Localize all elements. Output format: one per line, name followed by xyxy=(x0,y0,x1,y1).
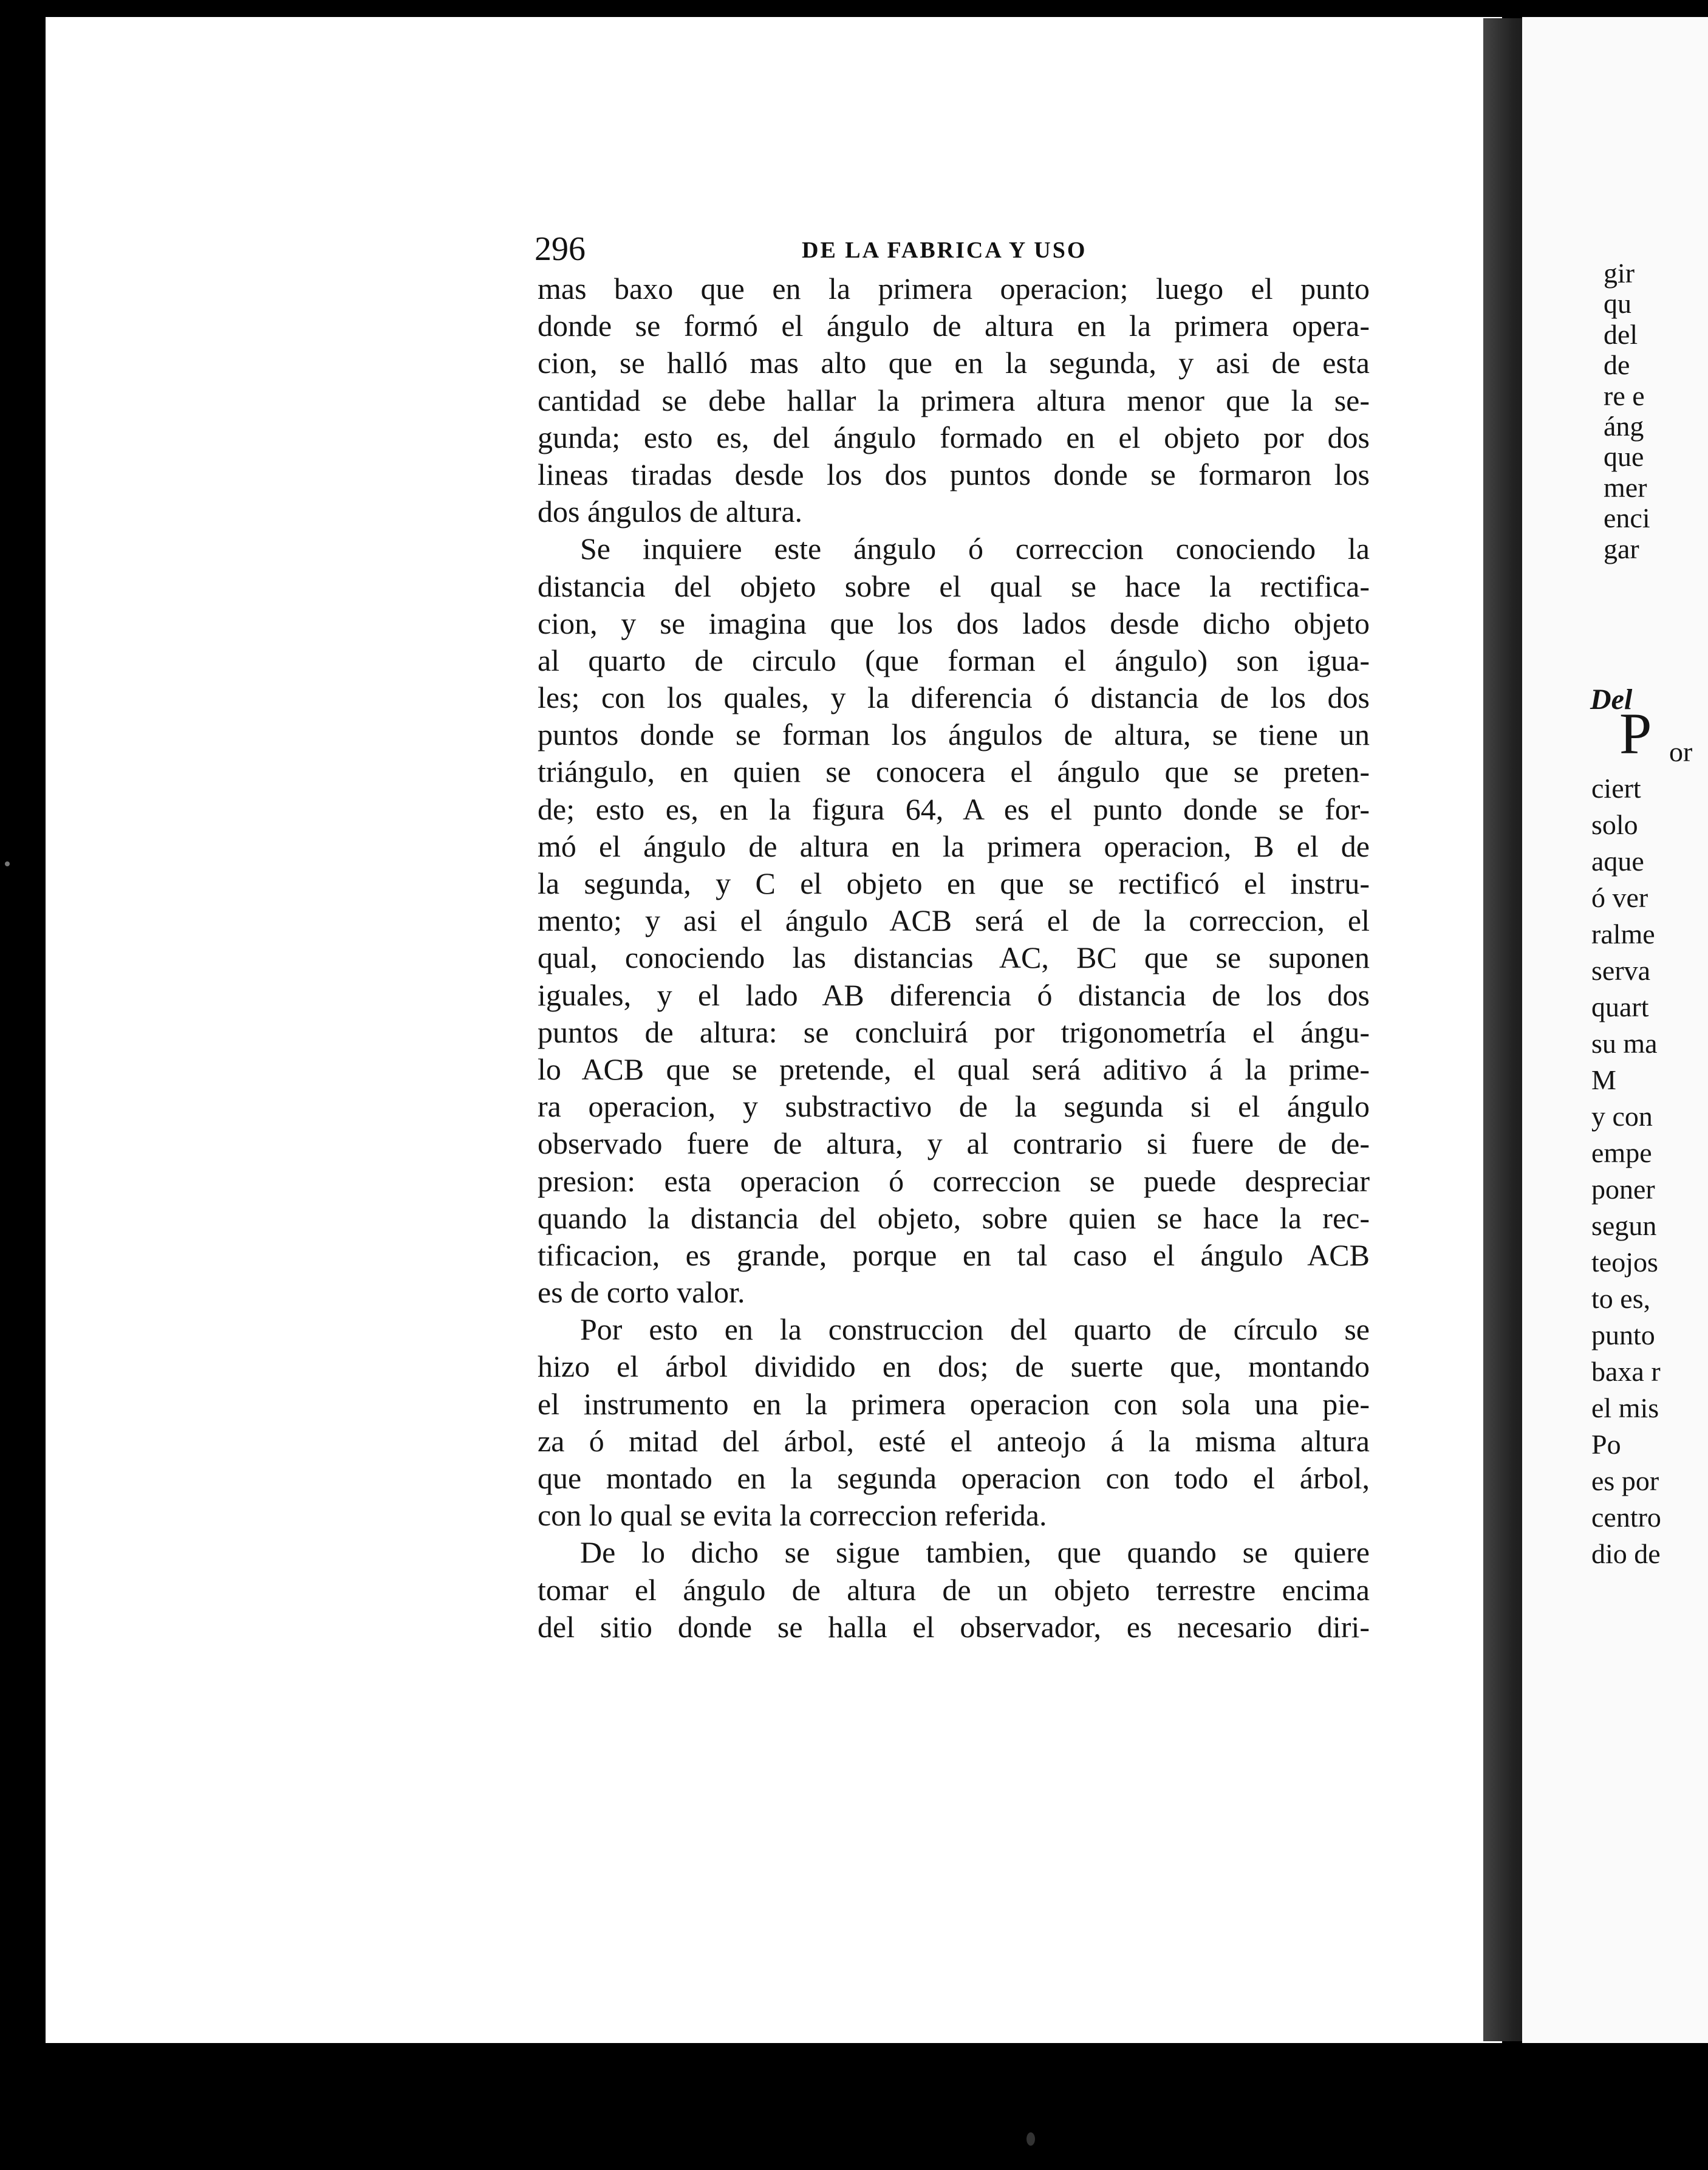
text-line: es de corto valor. xyxy=(538,1275,745,1310)
text-line: puntos de altura: se concluirá por trigonometría el ángu- xyxy=(538,1015,1370,1049)
body-text xyxy=(538,270,1370,1646)
text-line: tomar el ángulo de altura de un objeto terrestre encima xyxy=(538,1572,1370,1607)
text-line: de; esto es, en la figura 64, A es el punto donde se for- xyxy=(538,792,1370,826)
right-page-fragment: aque xyxy=(1591,846,1644,877)
text-line: hizo el árbol dividido en dos; de suerte que, montando xyxy=(538,1349,1370,1384)
right-page-fragment: centro xyxy=(1591,1502,1661,1533)
text-line: dos ángulos de altura. xyxy=(538,495,803,529)
right-page-fragment: qu xyxy=(1604,288,1631,320)
text-line: quando la distancia del objeto, sobre quien se hace la rec- xyxy=(538,1200,1370,1235)
scan-speck xyxy=(1027,2132,1035,2146)
right-page-fragment: del xyxy=(1604,318,1638,350)
text-line: lineas tiradas desde los dos puntos donde se formaron los xyxy=(538,457,1370,491)
text-line: donde se formó el ángulo de altura en la primera opera- xyxy=(538,309,1370,343)
right-page-fragment: mer xyxy=(1604,471,1647,503)
text-line: les; con los quales, y la diferencia ó distancia de los dos xyxy=(538,680,1370,715)
text-line: mó el ángulo de altura en la primera operacion, B el de xyxy=(538,829,1370,863)
right-page-heading: Del xyxy=(1590,683,1633,716)
right-page-fragment: gir xyxy=(1604,258,1635,289)
right-page-fragment: solo xyxy=(1591,809,1638,840)
running-head xyxy=(535,230,1373,272)
text-line: za ó mitad del árbol, esté el anteojo á la misma altura xyxy=(538,1423,1370,1458)
right-page-fragment: el mis xyxy=(1591,1392,1659,1423)
right-page-fragment: baxa r xyxy=(1591,1356,1661,1387)
right-page-fragment: re e xyxy=(1604,380,1645,411)
text-line: Por esto en la construccion del quarto de círculo se xyxy=(580,1312,1370,1347)
right-page-fragment: punto xyxy=(1591,1319,1655,1350)
right-page-fragment: empe xyxy=(1591,1137,1652,1168)
right-page-fragment: su ma xyxy=(1591,1028,1658,1059)
right-page-fragment: ó ver xyxy=(1591,882,1648,913)
right-page-fragment: Po xyxy=(1591,1429,1621,1460)
right-page-fragment: teojos xyxy=(1591,1247,1658,1278)
right-page-fragment: to es, xyxy=(1591,1283,1651,1314)
scan-speck xyxy=(5,861,10,866)
right-page-fragment: serva xyxy=(1591,955,1651,986)
text-line: iguales, y el lado AB diferencia ó distancia de los dos xyxy=(538,977,1370,1012)
page-number: 296 xyxy=(535,230,586,268)
text-line: mento; y asi el ángulo ACB será el de la correccion, el xyxy=(538,903,1370,938)
right-page-fragment: áng xyxy=(1604,410,1644,442)
text-line: De lo dicho se sigue tambien, que quando se quiere xyxy=(580,1535,1370,1570)
text-line: qual, conociendo las distancias AC, BC que se suponen xyxy=(538,940,1370,975)
right-page-fragment: ciert xyxy=(1591,773,1641,804)
right-page-fragment: quart xyxy=(1591,991,1649,1022)
text-line: Se inquiere este ángulo ó correccion conociendo la xyxy=(580,532,1370,566)
text-line: la segunda, y C el objeto en que se rectificó el instru- xyxy=(538,866,1370,900)
right-page-fragment: M xyxy=(1591,1064,1616,1095)
text-line: cantidad se debe hallar la primera altura menor que la se- xyxy=(538,383,1370,417)
text-line: el instrumento en la primera operacion con sola una pie- xyxy=(538,1386,1370,1421)
text-line: cion, y se imagina que los dos lados desde dicho objeto xyxy=(538,606,1370,640)
right-page-fragment: gar xyxy=(1604,533,1639,564)
text-line: triángulo, en quien se conocera el ángulo que se preten- xyxy=(538,755,1370,789)
right-page-fragment: y con xyxy=(1591,1101,1653,1132)
text-line: del sitio donde se halla el observador, es necesario diri- xyxy=(538,1609,1370,1644)
text-line: ra operacion, y substractivo de la segunda si el ángulo xyxy=(538,1089,1370,1124)
text-line: con lo qual se evita la correccion referida. xyxy=(538,1498,1047,1533)
text-line: al quarto de circulo (que forman el ángulo) son igua- xyxy=(538,643,1370,677)
right-page-fragments-bottom xyxy=(1591,701,1693,1572)
text-line: puntos donde se forman los ángulos de altura, se tiene un xyxy=(538,717,1370,752)
drop-cap: P xyxy=(1619,701,1652,766)
right-page-fragments-top xyxy=(1604,258,1708,564)
right-page-fragment: ralme xyxy=(1591,919,1655,950)
right-page-fragment: es por xyxy=(1591,1465,1659,1496)
text-line: que montado en la segunda operacion con todo el árbol, xyxy=(538,1461,1370,1495)
text-line: tificacion, es grande, porque en tal caso el ángulo ACB xyxy=(538,1237,1370,1272)
right-page-fragment: que xyxy=(1604,441,1644,473)
text-line: cion, se halló mas alto que en la segunda, y asi de esta xyxy=(538,346,1370,380)
text-line: lo ACB que se pretende, el qual será aditivo á la prime- xyxy=(538,1052,1370,1086)
right-page-fragment: enci xyxy=(1604,502,1650,534)
text-line: observado fuere de altura, y al contrario si fuere de de- xyxy=(538,1126,1370,1161)
right-page-fragment: or xyxy=(1669,736,1693,767)
right-page-fragment: segun xyxy=(1591,1210,1657,1241)
text-line: mas baxo que en la primera operacion; luego el punto xyxy=(538,272,1370,306)
text-line: presion: esta operacion ó correccion se puede despreciar xyxy=(538,1163,1370,1198)
right-page-fragment: dio de xyxy=(1591,1538,1661,1569)
text-line: distancia del objeto sobre el qual se hace la rectifica- xyxy=(538,569,1370,603)
running-head-title: DE LA FABRICA Y USO xyxy=(802,238,1087,263)
right-page-fragment: poner xyxy=(1591,1174,1655,1205)
text-line: gunda; esto es, del ángulo formado en el objeto por dos xyxy=(538,420,1370,454)
right-page-fragment: de xyxy=(1604,349,1630,381)
